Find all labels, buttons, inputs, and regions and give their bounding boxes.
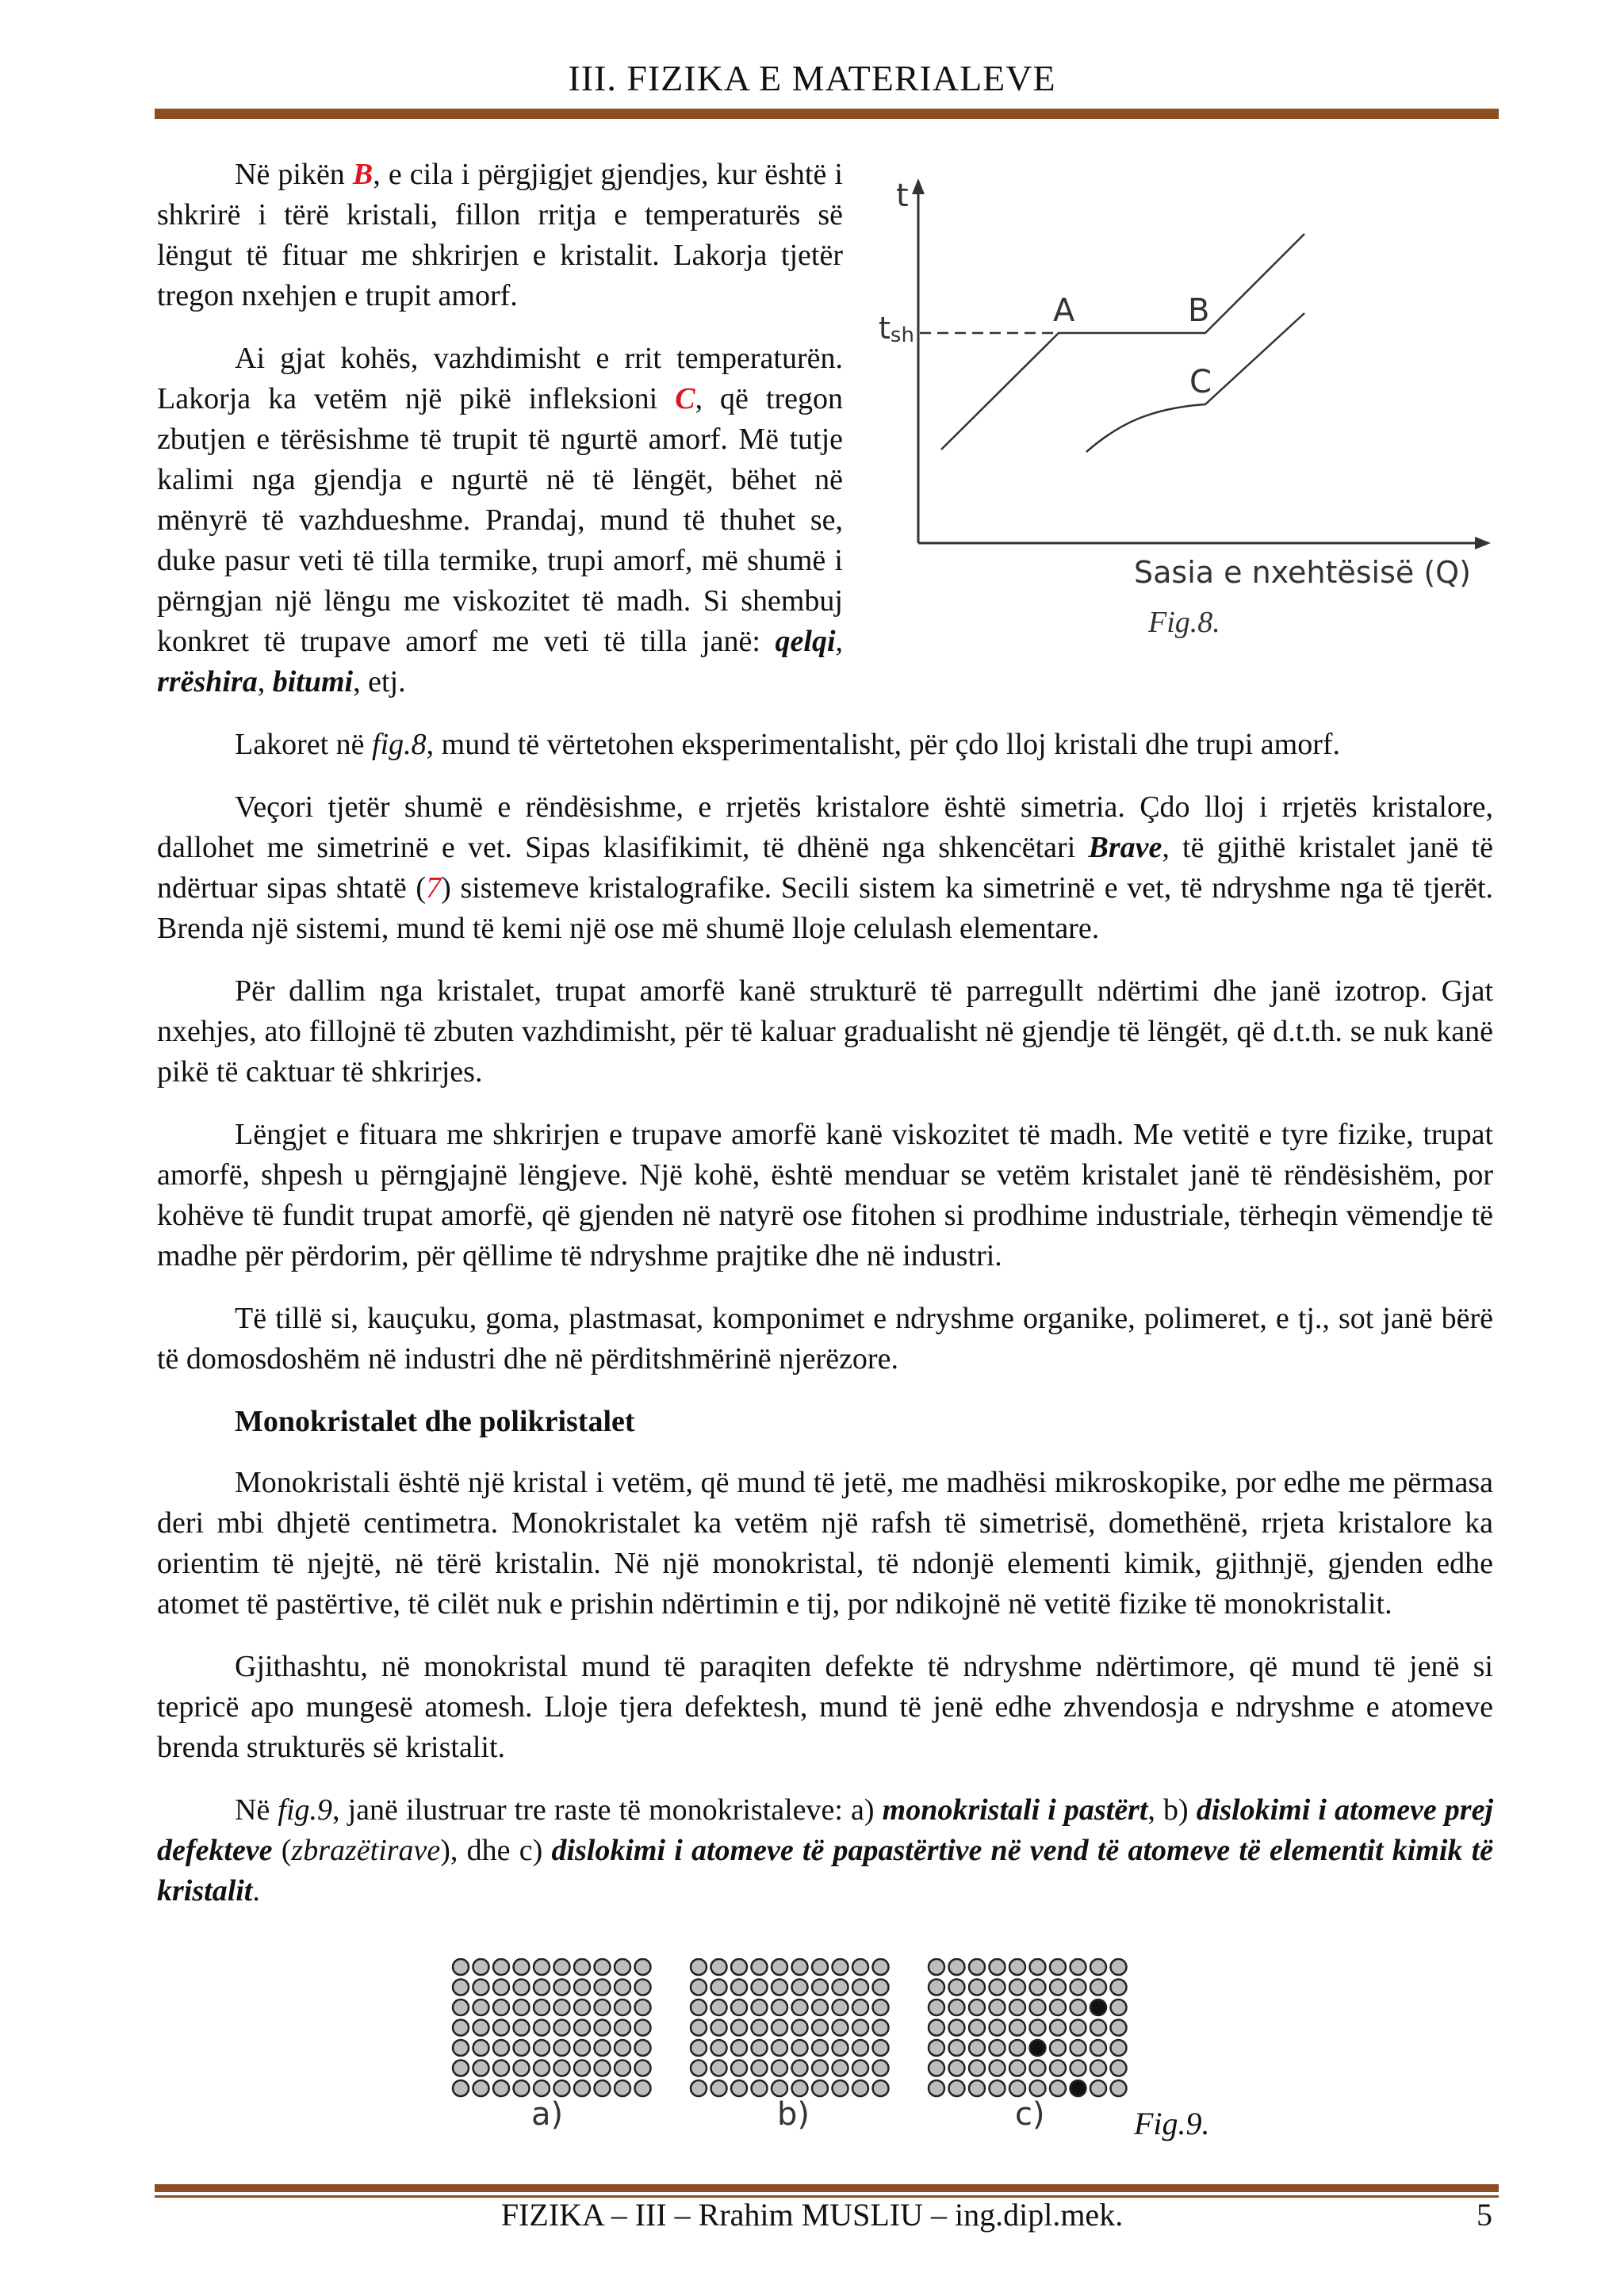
atom xyxy=(635,1959,651,1975)
atom xyxy=(990,1980,1005,1996)
atom xyxy=(792,2061,808,2076)
atom xyxy=(1071,2061,1086,2076)
atom xyxy=(574,1959,590,1975)
atom xyxy=(812,2061,828,2076)
atom xyxy=(453,1999,469,2015)
atom xyxy=(554,1999,570,2015)
atom xyxy=(929,2040,944,2056)
atom xyxy=(711,2040,727,2056)
atom xyxy=(833,2040,848,2056)
crystal-curve xyxy=(941,234,1304,450)
atom xyxy=(1030,1999,1046,2015)
atom xyxy=(635,2061,651,2076)
atom xyxy=(595,1959,611,1975)
atom xyxy=(772,1980,787,1996)
atom xyxy=(615,1959,630,1975)
atom xyxy=(833,1999,848,2015)
atom xyxy=(873,2080,889,2096)
paragraph-4: Veçori tjetër shumë e rëndësishme, e rrjetës kristalore është simetria. Çdo lloj i rrjetës kristalore, dallohet me simetrinë e vet. Sipas klasifikimit, të dhënë nga shkencëtari Brave, të gjithë kristalet janë të ndërtuar sipas shtatë (7) sistemeve kristalografike. Secili sistem ka simetrinë e vet, të ndryshme nga të tjerët. Brenda një sistemi, mund të kemi një ose më shumë lloje celulash elementare. xyxy=(157,790,1493,945)
atom xyxy=(949,1999,965,2015)
y-axis-label: t xyxy=(896,178,909,214)
impurity-atom xyxy=(1090,1999,1106,2015)
atom xyxy=(615,1999,630,2015)
atom xyxy=(635,2040,651,2056)
atom xyxy=(812,1959,828,1975)
figure-8-graph xyxy=(872,170,1491,662)
atom xyxy=(873,2040,889,2056)
atom xyxy=(574,1999,590,2015)
atom xyxy=(792,1959,808,1975)
atom xyxy=(635,1980,651,1996)
atom xyxy=(1111,1980,1127,1996)
atom xyxy=(453,1959,469,1975)
atom xyxy=(812,1980,828,1996)
atom xyxy=(969,1999,985,2015)
y-axis-arrow xyxy=(912,178,925,194)
atom xyxy=(731,1999,747,2015)
atom xyxy=(969,2020,985,2036)
atom xyxy=(752,2061,768,2076)
atom xyxy=(752,2080,768,2096)
atom xyxy=(691,1959,707,1975)
atom xyxy=(1071,2020,1086,2036)
footer-text: FIZIKA – III – Rrahim MUSLIU – ing.dipl.mek. xyxy=(500,2197,1124,2233)
atom xyxy=(534,2080,550,2096)
atom xyxy=(554,1959,570,1975)
atom xyxy=(731,2080,747,2096)
atom xyxy=(711,1959,727,1975)
atom xyxy=(1009,2020,1025,2036)
atom xyxy=(691,2040,707,2056)
atom xyxy=(990,2061,1005,2076)
atom xyxy=(792,2040,808,2056)
atom xyxy=(990,1959,1005,1975)
atom xyxy=(595,2020,611,2036)
figure-9-lattices xyxy=(436,1958,1229,2164)
atom xyxy=(731,2040,747,2056)
atom xyxy=(833,1959,848,1975)
atom xyxy=(473,2040,489,2056)
atom xyxy=(1030,2080,1046,2096)
atom xyxy=(1071,1959,1086,1975)
atom xyxy=(1071,1999,1086,2015)
atom xyxy=(812,1999,828,2015)
atom xyxy=(554,2020,570,2036)
atom xyxy=(833,2020,848,2036)
atom xyxy=(473,1980,489,1996)
atom xyxy=(1071,2040,1086,2056)
atom xyxy=(990,2040,1005,2056)
atom xyxy=(554,2040,570,2056)
atom xyxy=(534,2061,550,2076)
atom xyxy=(595,2080,611,2096)
atom xyxy=(949,2020,965,2036)
lattice-a-label: a) xyxy=(531,2096,564,2133)
atom xyxy=(595,2040,611,2056)
atom xyxy=(752,1999,768,2015)
atom xyxy=(1090,1959,1106,1975)
atom xyxy=(1111,2020,1127,2036)
atom xyxy=(873,2061,889,2076)
atom xyxy=(990,1999,1005,2015)
atom xyxy=(534,1999,550,2015)
atom xyxy=(929,2061,944,2076)
point-b-label: B xyxy=(1188,293,1210,329)
atom xyxy=(949,2061,965,2076)
atom xyxy=(711,1999,727,2015)
atom xyxy=(514,2020,530,2036)
atom xyxy=(1030,1980,1046,1996)
paragraph-6: Lëngjet e fituara me shkrirjen e trupave amorfë kanë viskozitet të madh. Me vetitë e tyre fizike, trupat amorfë, shpesh u përngjajnë lëngjeve. Një kohë, është menduar se vetëm kristalet janë të rëndësishëm, por kohëve të fundit trupat amorfë, që gjenden në natyrë ose fitohen si prodhime industriale, tërheqin vëmendje të madhe për përdorim, për qëllime të ndryshme prajtike dhe në industri. xyxy=(157,1118,1493,1272)
figure-8-caption: Fig.8. xyxy=(1148,606,1220,639)
subheading: Monokristalet dhe polikristalet xyxy=(235,1405,635,1438)
atom xyxy=(473,1999,489,2015)
atom xyxy=(873,2020,889,2036)
atom xyxy=(615,2061,630,2076)
paragraph-8: Monokristali është një kristal i vetëm, që mund të jetë, me madhësi mikroskopike, por edhe me përmasa deri mbi dhjetë centimetra. Monokristalet ka vetëm një rafsh të simetrisë, domethënë, rrjeta kristalore ka orientim të njejtë, në tërë kristalin. Në një monokristal, të ndonjë elementi kimik, gjithnjë, gjenden edhe atomet të pastërtive, të cilët nuk e prishin ndërtimin e tij, por ndikojnë në vetitë fizike të monokristalit. xyxy=(157,1466,1493,1621)
atom xyxy=(473,2080,489,2096)
atom xyxy=(1050,2040,1066,2056)
atom xyxy=(514,2080,530,2096)
atom xyxy=(574,2020,590,2036)
atom xyxy=(691,2020,707,2036)
paragraph-3: Lakoret në fig.8, mund të vërtetohen eksperimentalisht, për çdo lloj kristali dhe trupi amorf. xyxy=(235,728,1341,761)
atom xyxy=(1050,1999,1066,2015)
atom xyxy=(929,1999,944,2015)
atom xyxy=(1050,2061,1066,2076)
atom xyxy=(929,1959,944,1975)
atom xyxy=(792,2080,808,2096)
atom xyxy=(852,1980,868,1996)
atom xyxy=(635,2080,651,2096)
atom xyxy=(772,1999,787,2015)
atom xyxy=(1090,1980,1106,1996)
impurity-atom xyxy=(1071,2080,1086,2096)
atom xyxy=(514,1980,530,1996)
atom xyxy=(1009,1959,1025,1975)
atom xyxy=(752,1980,768,1996)
atom xyxy=(534,1980,550,1996)
atom xyxy=(615,1980,630,1996)
atom xyxy=(493,2061,509,2076)
paragraph-5: Për dallim nga kristalet, trupat amorfë kanë strukturë të parregullt ndërtimi dhe janë izotrop. Gjat nxehjes, ato fillojnë të zbuten vazhdimisht, për të kaluar gradualisht në gjendje të lëngët, që d.t.th. se nuk kanë pikë të caktuar të shkrirjes. xyxy=(157,974,1493,1089)
atom xyxy=(1030,2020,1046,2036)
atom xyxy=(1030,2061,1046,2076)
atom xyxy=(493,1959,509,1975)
atom xyxy=(615,2040,630,2056)
atom xyxy=(711,2080,727,2096)
atom xyxy=(1111,2061,1127,2076)
lattice-b-label: b) xyxy=(777,2096,810,2133)
atom xyxy=(949,1980,965,1996)
atom xyxy=(873,1999,889,2015)
atom xyxy=(990,2080,1005,2096)
atom xyxy=(929,2080,944,2096)
atom xyxy=(852,1999,868,2015)
atom xyxy=(969,2040,985,2056)
atom xyxy=(1090,2080,1106,2096)
paragraph-1: Në pikën B, e cila i përgjigjet gjendjes, kur është i shkrirë i tërë kristali, fillon rritja e temperaturës së lëngut të fituar me shkrirjen e kristalit. Lakorja tjetër tregon nxehjen e trupit amorf. xyxy=(157,158,843,312)
atom xyxy=(873,1959,889,1975)
atom xyxy=(473,1959,489,1975)
atom xyxy=(792,1999,808,2015)
atom xyxy=(514,2061,530,2076)
atom xyxy=(1090,2020,1106,2036)
atom xyxy=(635,1999,651,2015)
atom xyxy=(534,1959,550,1975)
atom xyxy=(1090,2040,1106,2056)
atom xyxy=(711,2061,727,2076)
atom xyxy=(772,2061,787,2076)
atom xyxy=(453,2020,469,2036)
atom xyxy=(812,2020,828,2036)
impurity-atom xyxy=(1030,2040,1046,2056)
atom xyxy=(1009,1999,1025,2015)
atom xyxy=(929,2020,944,2036)
atom xyxy=(691,1999,707,2015)
atom xyxy=(711,2020,727,2036)
atom xyxy=(1071,1980,1086,1996)
atom xyxy=(812,2080,828,2096)
atom xyxy=(1050,2020,1066,2036)
atom xyxy=(1050,1959,1066,1975)
atom xyxy=(969,2080,985,2096)
x-axis-label: Sasia e nxehtësisë (Q) xyxy=(1134,555,1471,590)
atom xyxy=(691,1980,707,1996)
atom xyxy=(772,2080,787,2096)
atom xyxy=(554,2080,570,2096)
atom xyxy=(1030,1959,1046,1975)
atom xyxy=(792,2020,808,2036)
lattice-c-label: c) xyxy=(1015,2096,1045,2133)
atom xyxy=(1111,2080,1127,2096)
atom xyxy=(1111,1959,1127,1975)
atom xyxy=(493,1980,509,1996)
atom xyxy=(1050,2080,1066,2096)
atom xyxy=(949,1959,965,1975)
atom xyxy=(574,2040,590,2056)
atom xyxy=(731,2020,747,2036)
atom xyxy=(514,1959,530,1975)
atom xyxy=(833,2061,848,2076)
atom xyxy=(574,2080,590,2096)
atom xyxy=(453,1980,469,1996)
atom xyxy=(731,1980,747,1996)
atom xyxy=(615,2020,630,2036)
atom xyxy=(1009,2061,1025,2076)
atom xyxy=(873,1980,889,1996)
atom xyxy=(990,2020,1005,2036)
atom xyxy=(493,2040,509,2056)
paragraph-10: Në fig.9, janë ilustruar tre raste të monokristaleve: a) monokristali i pastërt, b) dislokimi i atomeve prej defekteve (zbrazëtirave), dhe c) dislokimi i atomeve të papastërtive në vend të atomeve të elementit kimik të kristalit. xyxy=(157,1793,1494,1908)
atom xyxy=(493,1999,509,2015)
atom xyxy=(852,2061,868,2076)
atom xyxy=(554,2061,570,2076)
atom xyxy=(949,2040,965,2056)
atom xyxy=(493,2080,509,2096)
atom xyxy=(1111,2040,1127,2056)
atom xyxy=(929,1980,944,1996)
atom xyxy=(534,2020,550,2036)
atom xyxy=(493,2020,509,2036)
atom xyxy=(852,2020,868,2036)
atom xyxy=(772,2020,787,2036)
atom xyxy=(514,2040,530,2056)
atom xyxy=(833,1980,848,1996)
atom xyxy=(1009,2080,1025,2096)
atom xyxy=(595,2061,611,2076)
atom xyxy=(731,1959,747,1975)
atom xyxy=(772,2040,787,2056)
atom xyxy=(554,1980,570,1996)
atom xyxy=(752,2020,768,2036)
atom xyxy=(949,2080,965,2096)
atom xyxy=(691,2080,707,2096)
atom xyxy=(772,1959,787,1975)
atom xyxy=(615,2080,630,2096)
atom xyxy=(514,1999,530,2015)
figure-9-caption: Fig.9. xyxy=(1134,2106,1210,2141)
x-axis-arrow xyxy=(1475,537,1491,549)
atom xyxy=(852,2080,868,2096)
atom xyxy=(1111,1999,1127,2015)
paragraph-2: Ai gjat kohës, vazhdimisht e rrit temperaturën. Lakorja ka vetëm një pikë infleksioni C, që tregon zbutjen e tërësishme të trupit të ngurtë amorf. Më tutje kalimi nga gjendja e ngurtë në të lëngët, bëhet në mënyrë të vazhdueshme. Prandaj, mund të thuhet se, duke pasur veti të tilla termike, trupi amorf, më shumë i përngjan një lëngu me viskozitet të madh. Si shembuj konkret të trupave amorf me veti të tilla janë: qelqi, rrëshira, bitumi, etj. xyxy=(157,342,843,698)
atom xyxy=(595,1980,611,1996)
atom xyxy=(752,2040,768,2056)
atom xyxy=(792,1980,808,1996)
page-header-title: III. FIZIKA E MATERIALEVE xyxy=(568,58,1056,98)
atom xyxy=(833,2080,848,2096)
atom xyxy=(473,2061,489,2076)
paragraph-9: Gjithashtu, në monokristal mund të paraqiten defekte të ndryshme ndërtimore, që mund të jenë si tepricë apo mungesë atomesh. Lloje tjera defektesh, mund të jenë edhe zhvendosja e ndryshme e atomeve brenda strukturës së kristalit. xyxy=(157,1650,1493,1764)
atom xyxy=(969,2061,985,2076)
atom xyxy=(731,2061,747,2076)
atom xyxy=(595,1999,611,2015)
atom xyxy=(969,1959,985,1975)
atom xyxy=(1050,1980,1066,1996)
page-number: 5 xyxy=(1477,2197,1492,2233)
atom xyxy=(1090,2061,1106,2076)
atom xyxy=(453,2061,469,2076)
atom xyxy=(812,2040,828,2056)
paragraph-7: Të tillë si, kauçuku, goma, plastmasat, komponimet e ndryshme organike, polimeret, e tj., sot janë bërë të domosdoshëm në industri dhe në përditshmërinë njerëzore. xyxy=(157,1302,1493,1376)
atom xyxy=(711,1980,727,1996)
atom xyxy=(534,2040,550,2056)
header-rule xyxy=(155,105,1499,119)
atom xyxy=(574,2061,590,2076)
atom xyxy=(691,2061,707,2076)
atom xyxy=(852,2040,868,2056)
atom xyxy=(635,2020,651,2036)
atom xyxy=(852,1959,868,1975)
atom xyxy=(574,1980,590,1996)
atom xyxy=(969,1980,985,1996)
atom xyxy=(752,1959,768,1975)
t-level-label: tsh xyxy=(879,311,914,347)
atom xyxy=(1009,2040,1025,2056)
point-a-label: A xyxy=(1053,293,1075,329)
atom xyxy=(453,2080,469,2096)
atom xyxy=(453,2040,469,2056)
atom xyxy=(473,2020,489,2036)
atom xyxy=(1009,1980,1025,1996)
point-c-label: C xyxy=(1189,364,1212,400)
